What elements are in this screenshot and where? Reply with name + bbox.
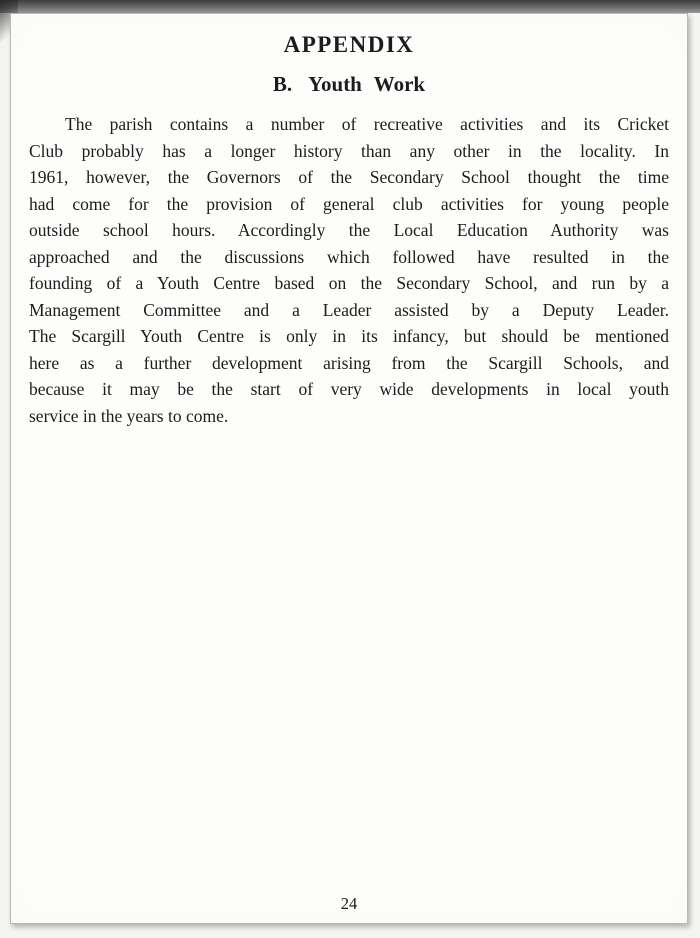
- paragraph-line: Club probably has a longer history than any other in the locality. In: [29, 140, 669, 161]
- page-number: 24: [340, 894, 358, 913]
- body-paragraph: [29, 111, 669, 429]
- paragraph-line: Management Committee and a Leader assisted by a Deputy Leader.: [29, 299, 669, 320]
- paragraph-line: approached and the discussions which followed have resulted in the: [29, 246, 669, 267]
- appendix-heading: APPENDIX: [283, 32, 415, 57]
- paragraph-line: The Scargill Youth Centre is only in its infancy, but should be mentioned: [29, 326, 669, 346]
- section-title: Youth Work: [308, 72, 426, 96]
- paragraph-line: because it may be the start of very wide developments in local youth: [29, 379, 669, 399]
- document-page: [10, 13, 688, 924]
- paragraph-line: outside school hours. Accordingly the Local Education Authority was: [29, 220, 669, 240]
- paragraph-line: here as a further development arising from the Scargill Schools, and: [29, 352, 669, 373]
- paragraph-line: founding of a Youth Centre based on the Secondary School, and run by a: [29, 273, 669, 293]
- section-subheading: [11, 71, 687, 97]
- section-letter: B.: [272, 72, 293, 96]
- paragraph-line: had come for the provision of general club activities for young people: [29, 193, 669, 214]
- paragraph-line: 1961, however, the Governors of the Secondary School thought the time: [29, 167, 669, 187]
- paragraph-line: service in the years to come.: [29, 405, 229, 426]
- scan-edge-top: [0, 0, 700, 13]
- paragraph-line: The parish contains a number of recreative activities and its Cricket: [65, 114, 669, 134]
